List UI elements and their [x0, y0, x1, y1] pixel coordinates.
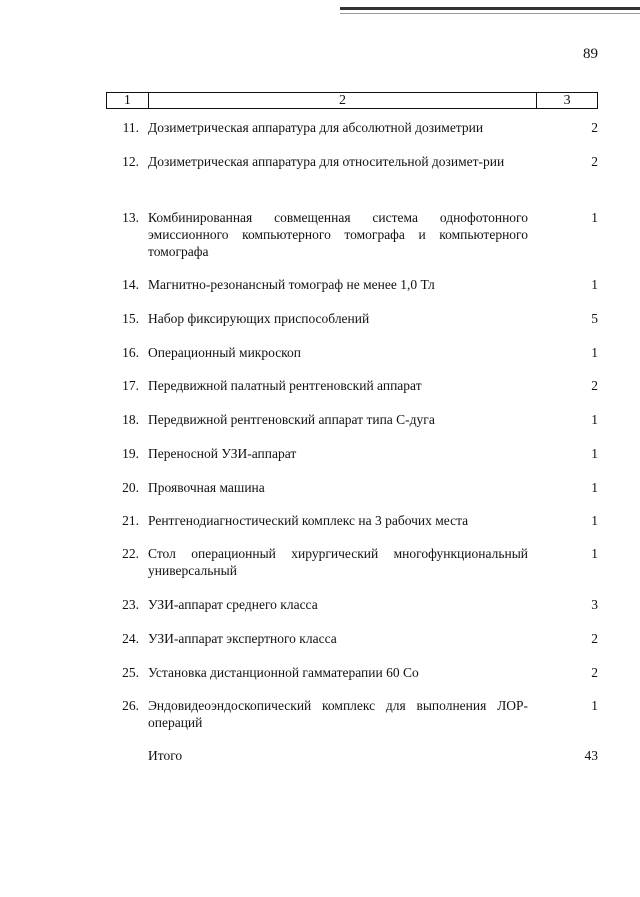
row-item-name: Операционный микроскоп [148, 345, 302, 360]
table-row [106, 479, 598, 512]
row-quantity: 2 [591, 631, 598, 646]
row-item-name: УЗИ-аппарат экспертного класса [148, 631, 337, 646]
table-row [106, 512, 598, 545]
row-quantity: 1 [591, 698, 598, 713]
row-item-name: Эндовидеоэндоскопический комплекс для выполнения ЛОР-операций [148, 698, 528, 730]
row-quantity: 1 [591, 446, 598, 461]
row-quantity: 1 [591, 277, 598, 292]
row-item-name: Набор фиксирующих приспособлений [148, 311, 370, 326]
table-row [106, 630, 598, 664]
row-number: 26. [122, 698, 139, 713]
column-header-2: 2 [149, 93, 537, 108]
table-row [106, 664, 598, 697]
row-quantity: 1 [591, 480, 598, 495]
table-row [106, 344, 598, 377]
row-item-name: Передвижной рентгеновский аппарат типа С-дуга [148, 412, 435, 427]
table-row [106, 697, 598, 747]
column-header-3: 3 [563, 92, 571, 108]
table-row [106, 596, 598, 630]
row-number: 21. [122, 513, 139, 528]
row-item-name: Стол операционный хирургический многофункциональный универсальный [148, 546, 528, 578]
table-row [106, 377, 598, 411]
page-number: 89 [583, 46, 598, 62]
row-number: 23. [122, 597, 139, 612]
total-label: Итого [148, 748, 183, 763]
row-quantity: 1 [591, 345, 598, 360]
table-row [106, 153, 598, 209]
row-quantity: 2 [591, 120, 598, 135]
row-item-name: Рентгенодиагностический комплекс на 3 рабочих места [148, 513, 469, 528]
row-number: 25. [122, 665, 139, 680]
row-number: 18. [122, 412, 139, 427]
table-row [106, 276, 598, 310]
column-header-1: 1 [107, 93, 149, 108]
row-number: 12. [122, 154, 139, 169]
table-row [106, 445, 598, 479]
row-quantity: 2 [591, 378, 598, 393]
row-number: 24. [122, 631, 139, 646]
row-quantity: 1 [591, 546, 598, 561]
table-column-header [106, 92, 598, 109]
row-item-name: Магнитно-резонансный томограф не менее 1,0 Тл [148, 277, 435, 292]
table-row [106, 209, 598, 276]
row-quantity: 2 [591, 665, 598, 680]
row-item-name: Проявочная машина [148, 480, 265, 495]
row-item-name: Переносной УЗИ-аппарат [148, 446, 297, 461]
table-row [106, 119, 598, 153]
row-quantity: 1 [591, 513, 598, 528]
row-item-name: Дозиметрическая аппаратура для абсолютной дозиметрии [148, 120, 484, 135]
row-number: 11. [122, 120, 139, 135]
total-quantity: 43 [584, 748, 598, 763]
row-item-name: Передвижной палатный рентгеновский аппарат [148, 378, 422, 393]
row-number: 15. [122, 311, 139, 326]
row-item-name: Установка дистанционной гамматерапии 60 Со [148, 665, 419, 680]
row-number: 17. [122, 378, 139, 393]
row-item-name: УЗИ-аппарат среднего класса [148, 597, 318, 612]
equipment-table [106, 119, 598, 767]
row-number: 14. [122, 277, 139, 292]
row-number: 22. [122, 546, 139, 561]
row-quantity: 1 [591, 210, 598, 225]
table-row [106, 545, 598, 596]
row-number: 19. [122, 446, 139, 461]
row-item-name: Дозиметрическая аппаратура для относительной дозимет-рии [148, 154, 505, 169]
table-row [106, 411, 598, 445]
table-row [106, 310, 598, 344]
row-quantity: 2 [591, 154, 598, 169]
total-row [106, 747, 598, 767]
row-quantity: 1 [591, 412, 598, 427]
row-quantity: 5 [591, 311, 598, 326]
row-number: 20. [122, 480, 139, 495]
row-quantity: 3 [591, 597, 598, 612]
row-number: 13. [122, 210, 139, 225]
top-border-thin-rule [340, 13, 640, 14]
row-number: 16. [122, 345, 139, 360]
top-border-rule [340, 7, 640, 10]
row-item-name: Комбинированная совмещенная система однофотонного эмиссионного компьютерного томографа и компьютерного томографа [148, 210, 528, 259]
